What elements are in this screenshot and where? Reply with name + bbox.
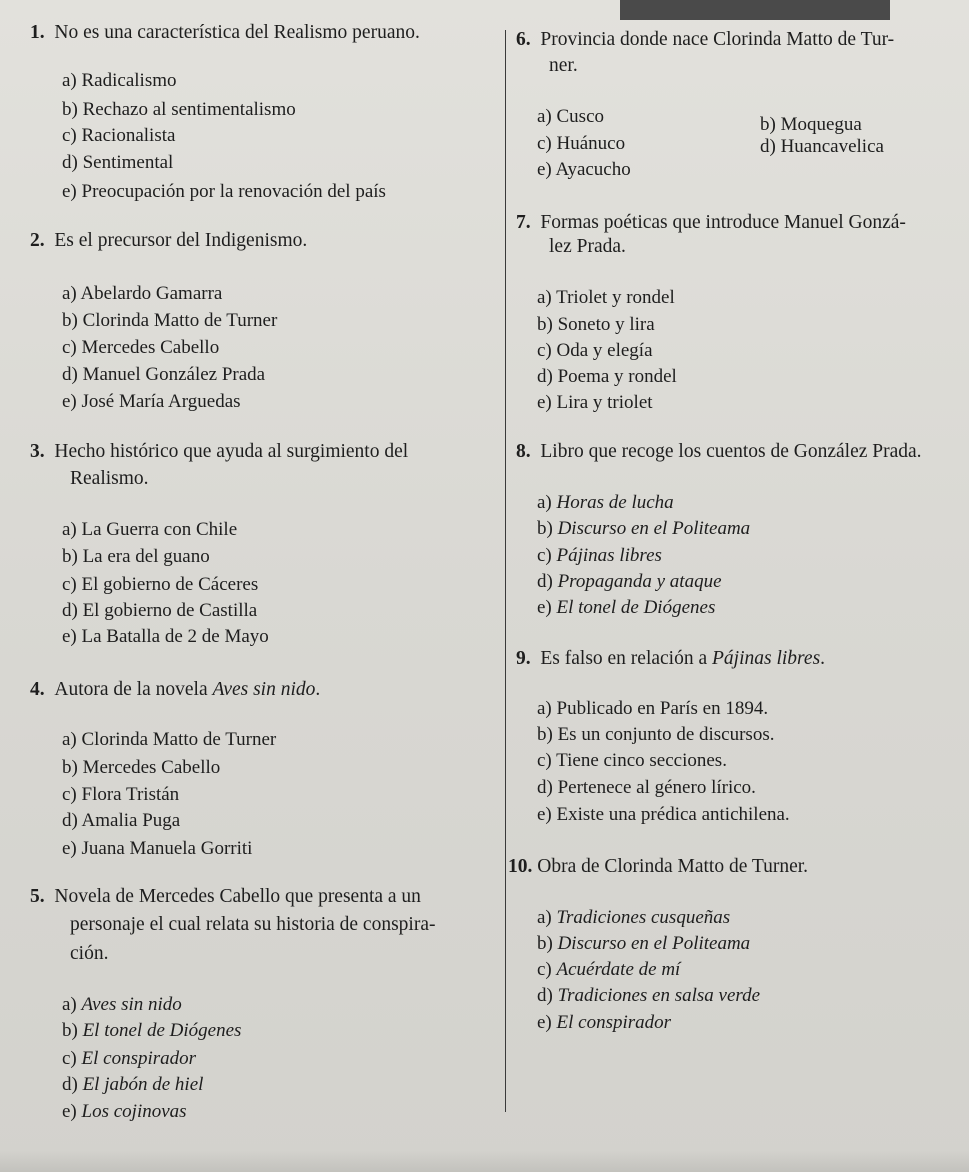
q6-option-a[interactable]: a) Cusco [537, 106, 605, 127]
q8-option-d[interactable]: d) Propaganda y ataque [537, 571, 722, 592]
q9-option-d[interactable]: d) Pertenece al género lírico. [537, 777, 756, 798]
q7-option-a[interactable]: a) Triolet y rondel [537, 287, 675, 308]
q3-option-b[interactable]: b) La era del guano [62, 546, 210, 567]
bottom-shadow [0, 1150, 969, 1172]
column-divider [505, 30, 506, 1112]
q9-option-e[interactable]: e) Existe una prédica antichilena. [537, 804, 790, 825]
q2-option-e[interactable]: e) José María Arguedas [62, 391, 241, 412]
question-3-line2: Realismo. [70, 468, 149, 489]
question-2-text: Es el precursor del Indigenismo. [54, 230, 308, 251]
q1-option-e[interactable]: e) Preocupación por la renovación del país [62, 181, 386, 202]
question-9: 9. Es falso en relación a Pájinas libres. [516, 648, 826, 669]
q2-option-d[interactable]: d) Manuel González Prada [62, 364, 266, 385]
question-6-line2: ner. [549, 55, 578, 76]
q5-option-a[interactable]: a) Aves sin nido [62, 994, 182, 1015]
q8-option-a[interactable]: a) Horas de lucha [537, 492, 674, 513]
question-6: 6. Provincia donde nace Clorinda Matto de Tur- [516, 29, 895, 50]
q4-option-a[interactable]: a) Clorinda Matto de Turner [62, 729, 277, 750]
q7-option-c[interactable]: c) Oda y elegía [537, 340, 653, 361]
q7-option-d[interactable]: d) Poema y rondel [537, 366, 677, 387]
q10-option-b[interactable]: b) Discurso en el Politeama [537, 933, 751, 954]
q5-option-b[interactable]: b) El tonel de Diógenes [62, 1020, 242, 1041]
q2-option-b[interactable]: b) Clorinda Matto de Turner [62, 310, 278, 331]
question-2: 2. Es el precursor del Indigenismo. [30, 230, 308, 251]
q4-option-b[interactable]: b) Mercedes Cabello [62, 757, 221, 778]
top-dark-strip [620, 0, 890, 20]
q10-option-d[interactable]: d) Tradiciones en salsa verde [537, 985, 761, 1006]
question-7: 7. Formas poéticas que introduce Manuel Gonzá- [516, 212, 906, 233]
q5-option-e[interactable]: e) Los cojinovas [62, 1101, 187, 1122]
q3-option-e[interactable]: e) La Batalla de 2 de Mayo [62, 626, 269, 647]
q8-option-b[interactable]: b) Discurso en el Politeama [537, 518, 751, 539]
question-5-line3: ción. [70, 943, 109, 964]
question-9-title: Pájinas libres [712, 648, 821, 669]
question-1-text: No es una característica del Realismo peruano. [54, 22, 420, 43]
q10-option-e[interactable]: e) El conspirador [537, 1012, 672, 1033]
q9-option-b[interactable]: b) Es un conjunto de discursos. [537, 724, 775, 745]
question-8-text: Libro que recoge los cuentos de González Prada. [540, 441, 922, 462]
q6-option-e[interactable]: e) Ayacucho [537, 159, 631, 180]
q1-option-a[interactable]: a) Radicalismo [62, 70, 177, 91]
q4-option-d[interactable]: d) Amalia Puga [62, 810, 181, 831]
question-3-line1: Hecho histórico que ayuda al surgimiento del [54, 441, 409, 462]
question-5: 5. Novela de Mercedes Cabello que presenta a un [30, 886, 421, 907]
q3-option-d[interactable]: d) El gobierno de Castilla [62, 600, 258, 621]
q3-option-a[interactable]: a) La Guerra con Chile [62, 519, 238, 540]
q5-option-d[interactable]: d) El jabón de hiel [62, 1074, 204, 1095]
q7-option-b[interactable]: b) Soneto y lira [537, 314, 655, 335]
question-6-line1: Provincia donde nace Clorinda Matto de Tur- [540, 29, 895, 50]
question-3: 3. Hecho histórico que ayuda al surgimiento del [30, 441, 409, 462]
q4-option-c[interactable]: c) Flora Tristán [62, 784, 180, 805]
q6-option-c[interactable]: c) Huánuco [537, 133, 626, 154]
question-4-title: Aves sin nido [212, 679, 316, 700]
q2-option-a[interactable]: a) Abelardo Gamarra [62, 283, 223, 304]
question-1: 1. No es una característica del Realismo peruano. [30, 22, 420, 43]
q1-option-b[interactable]: b) Rechazo al sentimentalismo [62, 99, 296, 120]
q10-option-c[interactable]: c) Acuérdate de mí [537, 959, 681, 980]
q1-option-c[interactable]: c) Racionalista [62, 125, 176, 146]
question-8: 8. Libro que recoge los cuentos de González Prada. [516, 441, 922, 462]
question-5-line1: Novela de Mercedes Cabello que presenta a un [54, 886, 421, 907]
q5-option-c[interactable]: c) El conspirador [62, 1048, 197, 1069]
question-4: 4. Autora de la novela Aves sin nido. [30, 679, 321, 700]
q7-option-e[interactable]: e) Lira y triolet [537, 392, 653, 413]
q8-option-c[interactable]: c) Pájinas libres [537, 545, 662, 566]
q9-option-c[interactable]: c) Tiene cinco secciones. [537, 750, 727, 771]
question-10-text: Obra de Clorinda Matto de Turner. [537, 856, 809, 877]
q4-option-e[interactable]: e) Juana Manuela Gorriti [62, 838, 253, 859]
question-5-line2: personaje el cual relata su historia de conspira- [70, 914, 436, 935]
q10-option-a[interactable]: a) Tradiciones cusqueñas [537, 907, 731, 928]
q1-option-d[interactable]: d) Sentimental [62, 152, 174, 173]
question-7-line2: lez Prada. [549, 236, 626, 257]
q8-option-e[interactable]: e) El tonel de Diógenes [537, 597, 716, 618]
q9-option-a[interactable]: a) Publicado en París en 1894. [537, 698, 769, 719]
question-10: 10. Obra de Clorinda Matto de Turner. [508, 856, 809, 877]
q6-option-d[interactable]: d) Huancavelica [760, 136, 884, 157]
q3-option-c[interactable]: c) El gobierno de Cáceres [62, 574, 259, 595]
q2-option-c[interactable]: c) Mercedes Cabello [62, 337, 220, 358]
q6-option-b[interactable]: b) Moquegua [760, 114, 862, 135]
question-7-line1: Formas poéticas que introduce Manuel Gonzá- [540, 212, 906, 233]
